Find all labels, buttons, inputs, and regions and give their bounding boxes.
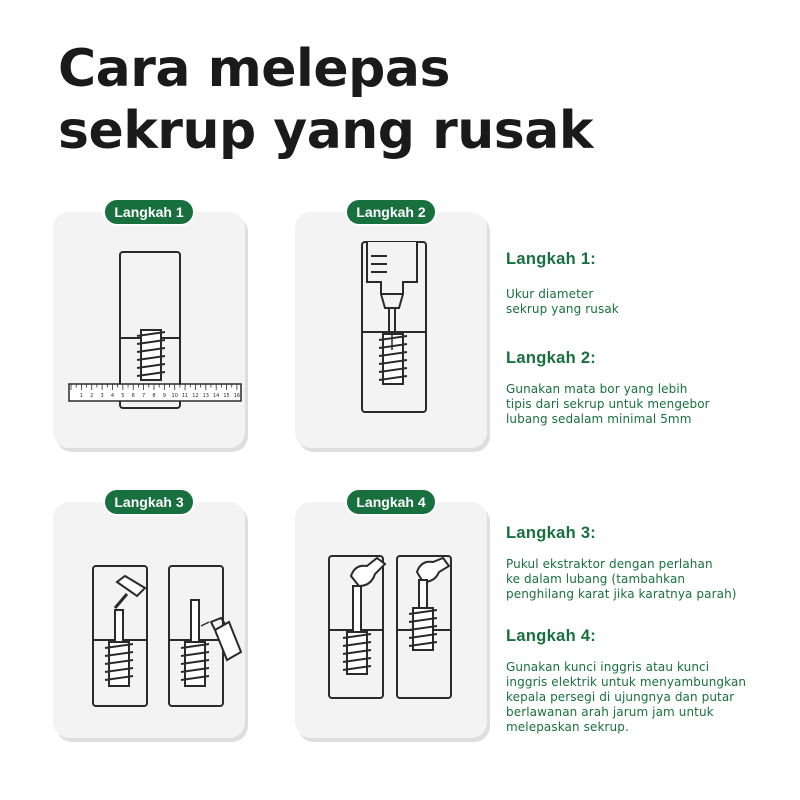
wrench-right xyxy=(417,558,449,582)
extractor-4 xyxy=(353,586,361,634)
step-4-heading: Langkah 4: xyxy=(506,627,597,645)
step-4-badge: Langkah 4 xyxy=(345,488,437,516)
step-1-heading: Langkah 1: xyxy=(506,250,597,268)
drill-body xyxy=(367,242,417,344)
hammer xyxy=(115,576,145,608)
extractor-illustration xyxy=(53,502,245,738)
step-3-line: ke dalam lubang (tambahkan xyxy=(506,572,686,586)
ruler-number: 3 xyxy=(100,393,104,399)
step-4-card xyxy=(295,494,487,738)
wrench-illustration xyxy=(295,502,487,738)
step-1-text xyxy=(506,250,796,317)
screw-4b xyxy=(409,608,437,650)
ruler-number: 6 xyxy=(131,393,135,399)
ruler-number: 7 xyxy=(141,393,146,399)
ruler-number: 9 xyxy=(162,393,166,399)
step-4-line: inggris elektrik untuk menyambungkan xyxy=(506,675,747,689)
step-4-description xyxy=(506,660,796,735)
step-3-line: Pukul ekstraktor dengan perlahan xyxy=(506,557,713,571)
extractor-3 xyxy=(115,610,123,646)
step-4-line: kepala persegi di ujungnya dan putar xyxy=(506,690,735,704)
step-4-text xyxy=(506,627,796,735)
step-3-badge: Langkah 3 xyxy=(103,488,195,516)
step-1-card xyxy=(53,204,245,448)
step-2-card xyxy=(295,204,487,448)
step-3-line: penghilang karat jika karatnya parah) xyxy=(506,587,737,601)
ruler-number: 5 xyxy=(121,393,125,399)
title-line-2: sekrup yang rusak xyxy=(58,101,593,161)
step-1-description xyxy=(506,287,796,317)
screw-3b xyxy=(181,642,209,686)
step-4-line: berlawanan arah jarum jam untuk xyxy=(506,705,714,719)
ruler xyxy=(69,384,241,401)
ruler-number: 1 xyxy=(79,393,83,399)
step-2-line: Gunakan mata bor yang lebih xyxy=(506,382,688,396)
step-2-line: lubang sedalam minimal 5mm xyxy=(506,412,692,426)
screw-2 xyxy=(379,334,407,384)
ruler-number: 13 xyxy=(202,393,210,399)
extractor-3b xyxy=(191,600,199,646)
ruler-number: 10 xyxy=(171,393,178,399)
ruler-number: 14 xyxy=(212,393,220,399)
step-3-description xyxy=(506,557,796,602)
step-4-line: melepaskan sekrup. xyxy=(506,720,629,734)
screw-3 xyxy=(105,642,133,686)
screw-4 xyxy=(343,632,371,674)
ruler-number: 2 xyxy=(90,393,94,399)
step-1-line: Ukur diameter xyxy=(506,287,594,301)
step-2-line: tipis dari sekrup untuk mengebor xyxy=(506,397,710,411)
step-2-heading: Langkah 2: xyxy=(506,349,597,367)
screw-1 xyxy=(137,330,165,380)
ruler-number: 15 xyxy=(223,393,230,399)
ruler-number: 11 xyxy=(181,393,189,399)
step-3-text xyxy=(506,524,796,602)
step-2-badge: Langkah 2 xyxy=(345,198,437,226)
ruler-number: 12 xyxy=(192,393,199,399)
ruler-measure-illustration xyxy=(53,212,245,448)
step-3-heading: Langkah 3: xyxy=(506,524,597,542)
ruler-number: 4 xyxy=(110,393,115,399)
step-3-card xyxy=(53,494,245,738)
ruler-number: 8 xyxy=(152,393,156,399)
wrench-left xyxy=(351,558,385,586)
page-title xyxy=(58,38,658,162)
step-1-badge: Langkah 1 xyxy=(103,198,195,226)
step-2-text xyxy=(506,349,796,427)
title-line-1: Cara melepas xyxy=(58,39,450,99)
ruler-number: 16 xyxy=(233,393,241,399)
step-1-line: sekrup yang rusak xyxy=(506,302,619,316)
step-2-description xyxy=(506,382,796,427)
step-4-line: Gunakan kunci inggris atau kunci xyxy=(506,660,710,674)
drill-illustration xyxy=(295,212,487,448)
